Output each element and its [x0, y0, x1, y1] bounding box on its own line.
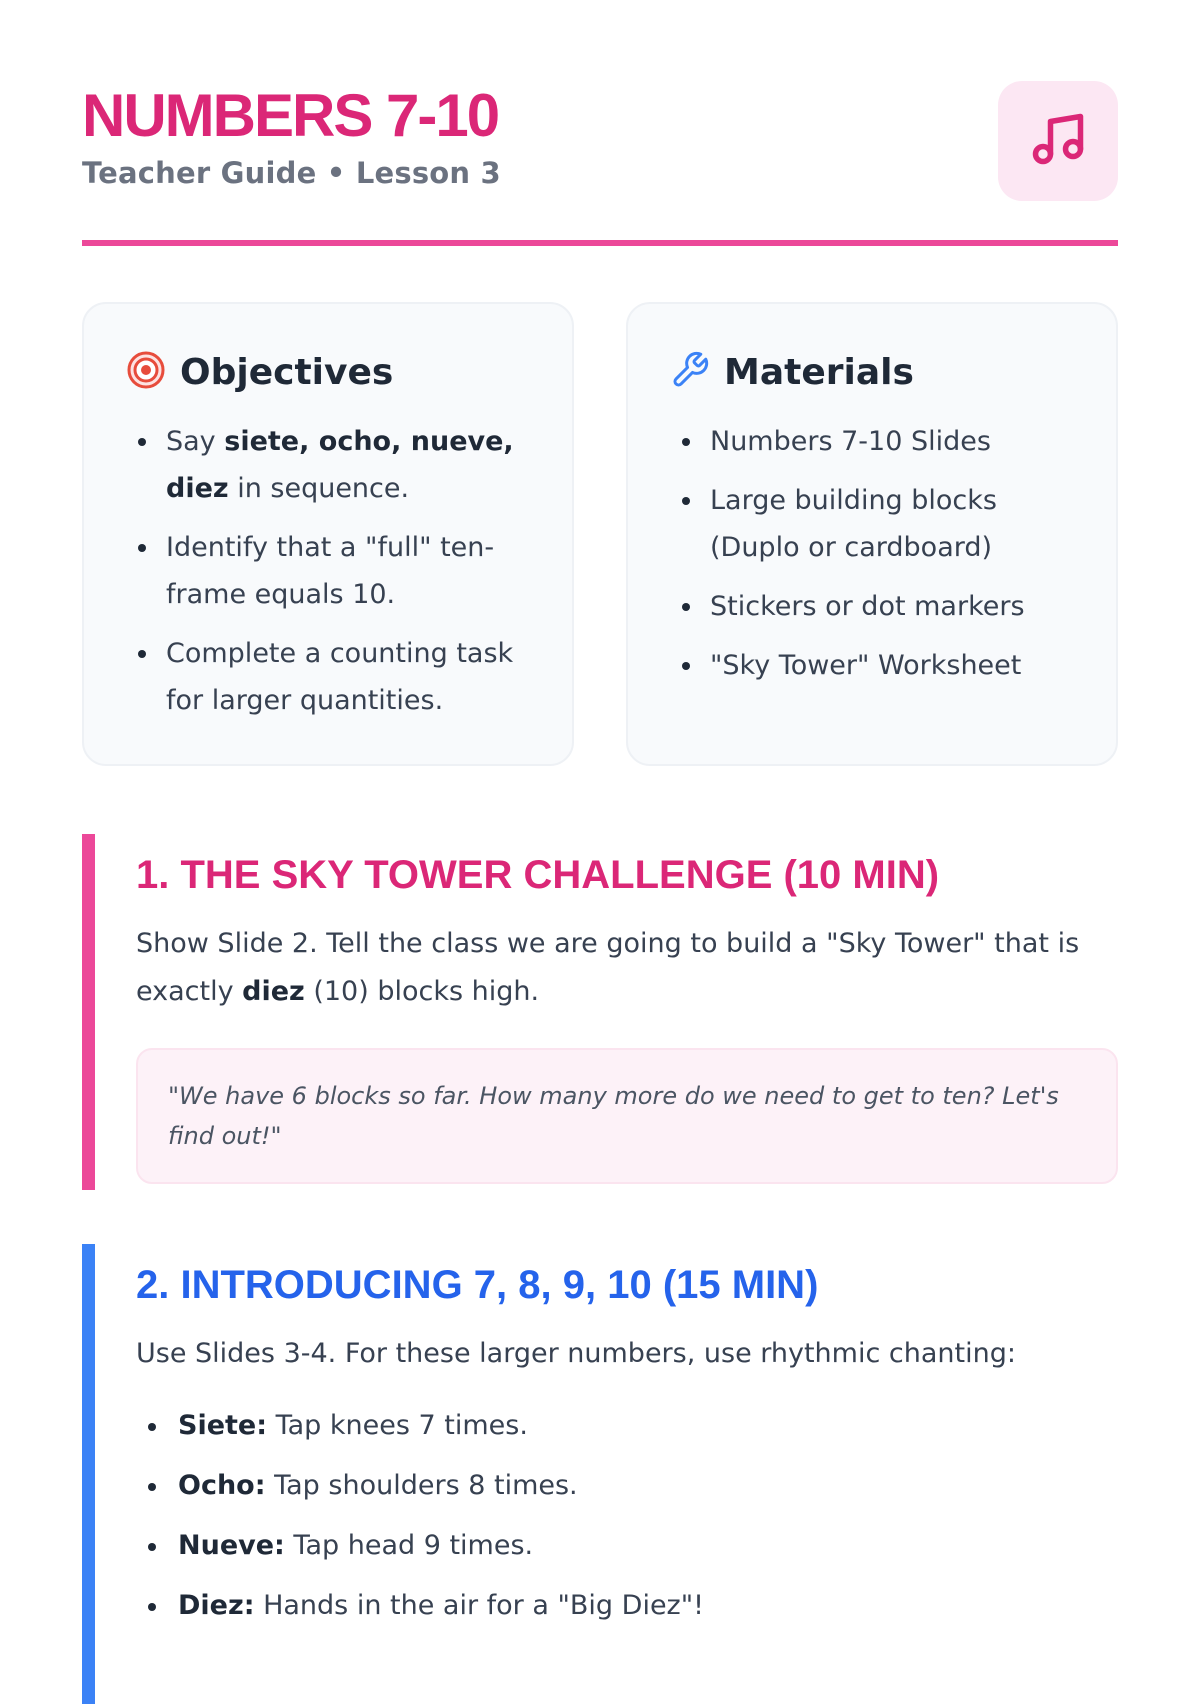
objectives-card: [82, 302, 574, 766]
page-title: NUMBERS 7-10: [82, 82, 499, 149]
list-item: Complete a counting task for larger quantities.: [126, 630, 532, 724]
materials-list: [670, 418, 1076, 689]
list-item: Stickers or dot markers: [670, 583, 1076, 630]
objectives-list: [126, 418, 532, 724]
page-header: [82, 0, 1118, 246]
objectives-header: [126, 350, 532, 394]
list-item: Numbers 7-10 Slides: [670, 418, 1076, 465]
list-item: Siete: Tap knees 7 times.: [136, 1402, 1118, 1450]
chant-steps-list: [136, 1402, 1118, 1630]
section-sky-tower: [82, 834, 1118, 1190]
materials-header: [670, 350, 1076, 394]
wrench-icon: [670, 350, 710, 394]
list-item: "Sky Tower" Worksheet: [670, 642, 1076, 689]
section-introducing: [82, 1244, 1118, 1644]
section-title: 1. THE SKY TOWER CHALLENGE (10 MIN): [136, 853, 940, 897]
list-item: Diez: Hands in the air for a "Big Diez"!: [136, 1582, 1118, 1630]
list-item: Ocho: Tap shoulders 8 times.: [136, 1462, 1118, 1510]
overview-cards: [82, 302, 1118, 766]
quote-text: "We have 6 blocks so far. How many more do we need to get to ten? Let's find out!": [168, 1082, 1059, 1150]
list-item: Large building blocks (Duplo or cardboard): [670, 477, 1076, 571]
music-badge: [998, 81, 1118, 201]
page-subtitle: Teacher Guide • Lesson 3: [82, 156, 501, 190]
objectives-title: Objectives: [180, 351, 394, 393]
section-accent-bar: [82, 1244, 95, 1704]
list-item: Identify that a "full" ten-frame equals 10.: [126, 524, 532, 618]
section-accent-bar: [82, 834, 95, 1190]
teacher-quote: [136, 1048, 1118, 1184]
section-title: 2. INTRODUCING 7, 8, 9, 10 (15 MIN): [136, 1263, 819, 1307]
list-item: Nueve: Tap head 9 times.: [136, 1522, 1118, 1570]
music-note-icon: [1028, 109, 1088, 173]
list-item: Say siete, ocho, nueve, diez in sequence.: [126, 418, 532, 512]
materials-card: [626, 302, 1118, 766]
materials-title: Materials: [724, 351, 914, 393]
section-text: Show Slide 2. Tell the class we are going to build a "Sky Tower" that is exactly diez (10) blocks high.: [136, 928, 1080, 1007]
target-icon: [126, 350, 166, 394]
section-text: Use Slides 3-4. For these larger numbers, use rhythmic chanting:: [136, 1338, 1016, 1369]
